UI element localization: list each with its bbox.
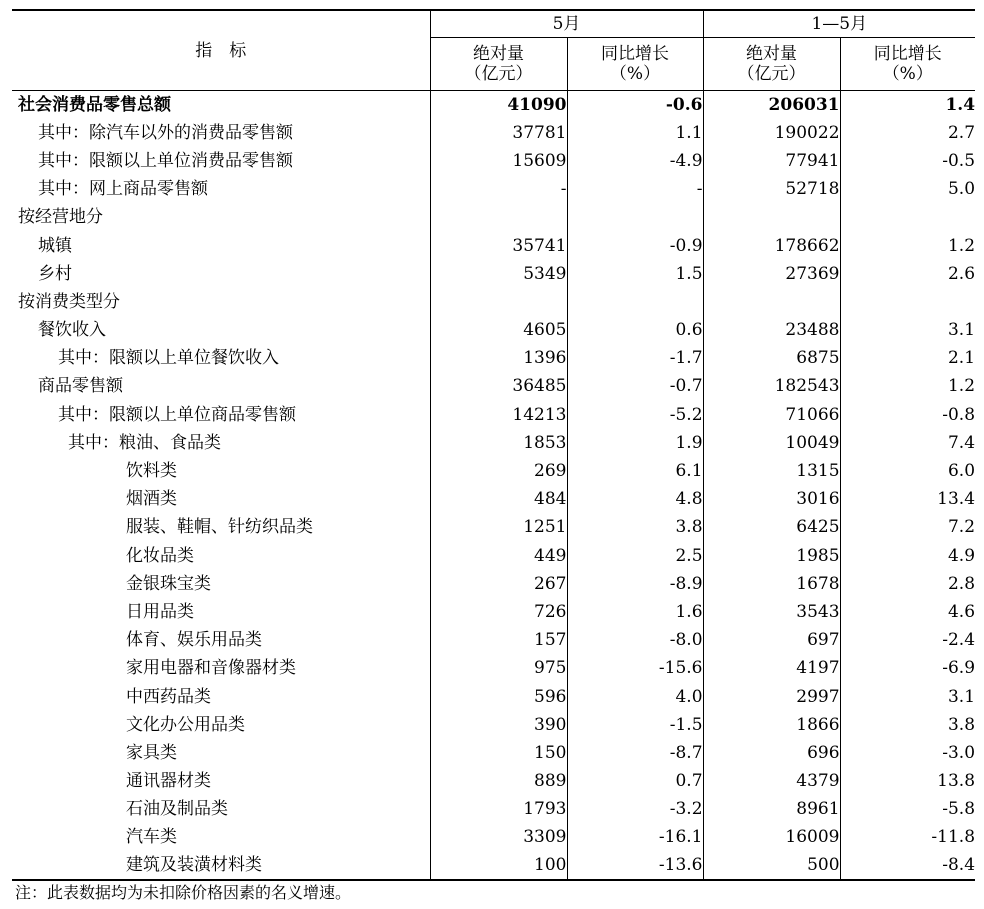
table-row — [12, 767, 975, 795]
may-absolute-cell: 596 — [430, 682, 567, 710]
ytd-yoy-header — [840, 38, 975, 91]
table-row — [12, 203, 975, 231]
may-absolute-cell: 269 — [430, 457, 567, 485]
ytd-absolute-cell: 182543 — [703, 372, 840, 400]
may-yoy-cell: -0.6 — [567, 91, 703, 119]
ytd-absolute-cell: 16009 — [703, 823, 840, 851]
ytd-yoy-cell: 1.4 — [840, 91, 975, 119]
ytd-yoy-cell: 7.2 — [840, 513, 975, 541]
row-label: 服装、鞋帽、针纺织品类 — [126, 517, 313, 538]
ytd-yoy-cell: 7.4 — [840, 429, 975, 457]
may-yoy-cell: - — [567, 175, 703, 203]
table-row — [12, 91, 975, 119]
row-label: 金银珠宝类 — [126, 573, 211, 594]
ytd-yoy-cell: 2.7 — [840, 119, 975, 147]
table-row — [12, 711, 975, 739]
may-absolute-cell: 5349 — [430, 260, 567, 288]
ytd-absolute-cell: 6425 — [703, 513, 840, 541]
may-absolute-cell: 35741 — [430, 231, 567, 259]
row-label: 其中：粮油、食品类 — [68, 432, 221, 453]
ytd-absolute-cell: 1985 — [703, 542, 840, 570]
ytd-yoy-cell: 1.2 — [840, 231, 975, 259]
table-body — [12, 91, 975, 880]
jan-may-header: 1—5月 — [703, 10, 975, 38]
row-label: 饮料类 — [126, 461, 177, 482]
may-absolute-cell: 1793 — [430, 795, 567, 823]
retail-sales-table — [12, 9, 975, 881]
may-absolute-cell: 14213 — [430, 401, 567, 429]
may-yoy-cell — [567, 288, 703, 316]
may-yoy-cell — [567, 203, 703, 231]
ytd-absolute-cell: 1866 — [703, 711, 840, 739]
ytd-absolute-cell: 4197 — [703, 654, 840, 682]
may-absolute-cell: 1251 — [430, 513, 567, 541]
table-row — [12, 626, 975, 654]
table-row — [12, 288, 975, 316]
row-label: 按经营地分 — [18, 207, 103, 228]
ytd-yoy-cell: -2.4 — [840, 626, 975, 654]
table-row — [12, 570, 975, 598]
may-absolute-cell: 484 — [430, 485, 567, 513]
may-absolute-cell: 15609 — [430, 147, 567, 175]
ytd-yoy-cell: 13.8 — [840, 767, 975, 795]
may-absolute-cell: 150 — [430, 739, 567, 767]
ytd-absolute-cell: 3016 — [703, 485, 840, 513]
may-yoy-cell: -4.9 — [567, 147, 703, 175]
may-absolute-cell: 3309 — [430, 823, 567, 851]
may-yoy-cell: -0.7 — [567, 372, 703, 400]
ytd-absolute-cell: 696 — [703, 739, 840, 767]
ytd-absolute-cell: 2997 — [703, 682, 840, 710]
row-label: 汽车类 — [126, 827, 177, 848]
ytd-yoy-cell: -5.8 — [840, 795, 975, 823]
indicator-header: 指 标 — [12, 10, 430, 91]
may-absolute-cell: 889 — [430, 767, 567, 795]
ytd-absolute-cell: 697 — [703, 626, 840, 654]
may-yoy-cell: 1.5 — [567, 260, 703, 288]
row-label: 通讯器材类 — [126, 771, 211, 792]
may-yoy-header — [567, 38, 703, 91]
ytd-absolute-cell — [703, 203, 840, 231]
ytd-absolute-cell: 3543 — [703, 598, 840, 626]
row-label: 化妆品类 — [126, 545, 194, 566]
row-label: 其中：网上商品零售额 — [38, 179, 208, 200]
table-footnote: 注：此表数据均为未扣除价格因素的名义增速。 — [15, 883, 352, 902]
table-row — [12, 654, 975, 682]
yoy-label: 同比增长 — [601, 44, 669, 64]
may-yoy-cell: -8.0 — [567, 626, 703, 654]
table-row — [12, 344, 975, 372]
may-yoy-cell: 4.0 — [567, 682, 703, 710]
may-absolute-cell: 1396 — [430, 344, 567, 372]
ytd-yoy-cell: 3.8 — [840, 711, 975, 739]
ytd-absolute-cell: 190022 — [703, 119, 840, 147]
may-absolute-cell: 36485 — [430, 372, 567, 400]
ytd-absolute-header — [703, 38, 840, 91]
may-yoy-cell: 2.5 — [567, 542, 703, 570]
may-absolute-cell: 449 — [430, 542, 567, 570]
table-row — [12, 316, 975, 344]
ytd-yoy-cell: -0.8 — [840, 401, 975, 429]
yoy-label: 同比增长 — [873, 44, 942, 64]
row-label: 文化办公用品类 — [126, 714, 245, 735]
ytd-absolute-cell: 1315 — [703, 457, 840, 485]
row-label: 商品零售额 — [38, 376, 123, 397]
may-absolute-header — [430, 38, 567, 91]
ytd-yoy-cell: 2.6 — [840, 260, 975, 288]
ytd-yoy-cell: -6.9 — [840, 654, 975, 682]
row-label: 社会消费品零售总额 — [18, 94, 171, 115]
row-label: 其中：限额以上单位餐饮收入 — [58, 348, 279, 369]
may-absolute-cell: 726 — [430, 598, 567, 626]
may-absolute-cell: 4605 — [430, 316, 567, 344]
may-yoy-cell: -5.2 — [567, 401, 703, 429]
table-row — [12, 485, 975, 513]
table-row — [12, 119, 975, 147]
row-label: 中西药品类 — [126, 686, 211, 707]
row-label: 烟酒类 — [126, 489, 177, 510]
ytd-yoy-cell: 3.1 — [840, 316, 975, 344]
may-absolute-cell: 157 — [430, 626, 567, 654]
row-label: 建筑及装潢材料类 — [12, 852, 430, 880]
table-row — [12, 598, 975, 626]
ytd-absolute-cell: 10049 — [703, 429, 840, 457]
absolute-unit: （亿元） — [464, 64, 533, 84]
row-label: 石油及制品类 — [126, 799, 228, 820]
may-yoy-cell: 0.7 — [567, 767, 703, 795]
ytd-absolute-cell: 500 — [703, 852, 840, 880]
table-row — [12, 795, 975, 823]
ytd-yoy-cell: -0.5 — [840, 147, 975, 175]
ytd-yoy-cell: 1.2 — [840, 372, 975, 400]
yoy-unit: （%） — [882, 64, 933, 84]
ytd-yoy-cell: 2.1 — [840, 344, 975, 372]
ytd-yoy-cell — [840, 288, 975, 316]
ytd-yoy-cell: 3.1 — [840, 682, 975, 710]
row-label: 家具类 — [126, 742, 177, 763]
row-label: 体育、娱乐用品类 — [126, 630, 262, 651]
row-label: 其中：限额以上单位消费品零售额 — [38, 150, 293, 171]
ytd-yoy-cell: 13.4 — [840, 485, 975, 513]
may-yoy-cell: -1.5 — [567, 711, 703, 739]
table-row — [12, 823, 975, 851]
ytd-yoy-cell: -8.4 — [840, 852, 975, 880]
table-row — [12, 513, 975, 541]
ytd-yoy-cell: 4.6 — [840, 598, 975, 626]
table-row — [12, 457, 975, 485]
row-label: 其中：除汽车以外的消费品零售额 — [38, 122, 293, 143]
may-yoy-cell: 3.8 — [567, 513, 703, 541]
ytd-yoy-cell: 6.0 — [840, 457, 975, 485]
table-row — [12, 231, 975, 259]
may-yoy-cell: -15.6 — [567, 654, 703, 682]
may-yoy-cell: 1.6 — [567, 598, 703, 626]
ytd-yoy-cell: -3.0 — [840, 739, 975, 767]
may-yoy-cell: -0.9 — [567, 231, 703, 259]
ytd-absolute-cell: 178662 — [703, 231, 840, 259]
may-yoy-cell: 1.9 — [567, 429, 703, 457]
ytd-yoy-cell: 5.0 — [840, 175, 975, 203]
ytd-absolute-cell: 1678 — [703, 570, 840, 598]
row-label: 按消费类型分 — [18, 291, 120, 312]
may-absolute-cell: 390 — [430, 711, 567, 739]
may-absolute-cell: 37781 — [430, 119, 567, 147]
may-absolute-cell: 267 — [430, 570, 567, 598]
ytd-yoy-cell: -11.8 — [840, 823, 975, 851]
table-row — [12, 682, 975, 710]
yoy-unit: （%） — [609, 64, 661, 84]
table-row — [12, 739, 975, 767]
may-absolute-cell — [430, 288, 567, 316]
ytd-absolute-cell: 52718 — [703, 175, 840, 203]
ytd-absolute-cell: 206031 — [703, 91, 840, 119]
table-row — [12, 175, 975, 203]
may-absolute-cell: 1853 — [430, 429, 567, 457]
may-yoy-cell: -16.1 — [567, 823, 703, 851]
may-absolute-cell: 41090 — [430, 91, 567, 119]
may-yoy-cell: 1.1 — [567, 119, 703, 147]
ytd-absolute-cell: 4379 — [703, 767, 840, 795]
may-yoy-cell: 4.8 — [567, 485, 703, 513]
may-yoy-cell: -13.6 — [567, 852, 703, 880]
ytd-yoy-cell: 2.8 — [840, 570, 975, 598]
table-row — [12, 260, 975, 288]
row-label: 其中：限额以上单位商品零售额 — [58, 404, 296, 425]
may-absolute-cell: - — [430, 175, 567, 203]
ytd-absolute-cell: 8961 — [703, 795, 840, 823]
ytd-absolute-cell: 6875 — [703, 344, 840, 372]
may-absolute-cell: 100 — [430, 852, 567, 880]
absolute-label: 绝对量 — [473, 44, 524, 64]
ytd-absolute-cell: 27369 — [703, 260, 840, 288]
table-row — [12, 429, 975, 457]
table-row — [12, 401, 975, 429]
may-yoy-cell: 6.1 — [567, 457, 703, 485]
row-label: 餐饮收入 — [38, 320, 106, 341]
may-header: 5月 — [430, 10, 703, 38]
may-yoy-cell: -8.9 — [567, 570, 703, 598]
row-label: 城镇 — [38, 235, 72, 256]
may-yoy-cell: -1.7 — [567, 344, 703, 372]
may-yoy-cell: -3.2 — [567, 795, 703, 823]
ytd-yoy-cell — [840, 203, 975, 231]
ytd-absolute-cell: 77941 — [703, 147, 840, 175]
table-row — [12, 372, 975, 400]
ytd-absolute-cell — [703, 288, 840, 316]
ytd-absolute-cell: 71066 — [703, 401, 840, 429]
table-row — [12, 147, 975, 175]
row-label: 日用品类 — [126, 601, 194, 622]
table-row — [12, 542, 975, 570]
may-absolute-cell — [430, 203, 567, 231]
absolute-label: 绝对量 — [746, 44, 798, 64]
row-label: 乡村 — [38, 263, 72, 284]
ytd-yoy-cell: 4.9 — [840, 542, 975, 570]
row-label: 家用电器和音像器材类 — [126, 658, 296, 679]
absolute-unit: （亿元） — [737, 64, 806, 84]
ytd-absolute-cell: 23488 — [703, 316, 840, 344]
may-absolute-cell: 975 — [430, 654, 567, 682]
may-yoy-cell: 0.6 — [567, 316, 703, 344]
table-row — [12, 852, 975, 880]
may-yoy-cell: -8.7 — [567, 739, 703, 767]
